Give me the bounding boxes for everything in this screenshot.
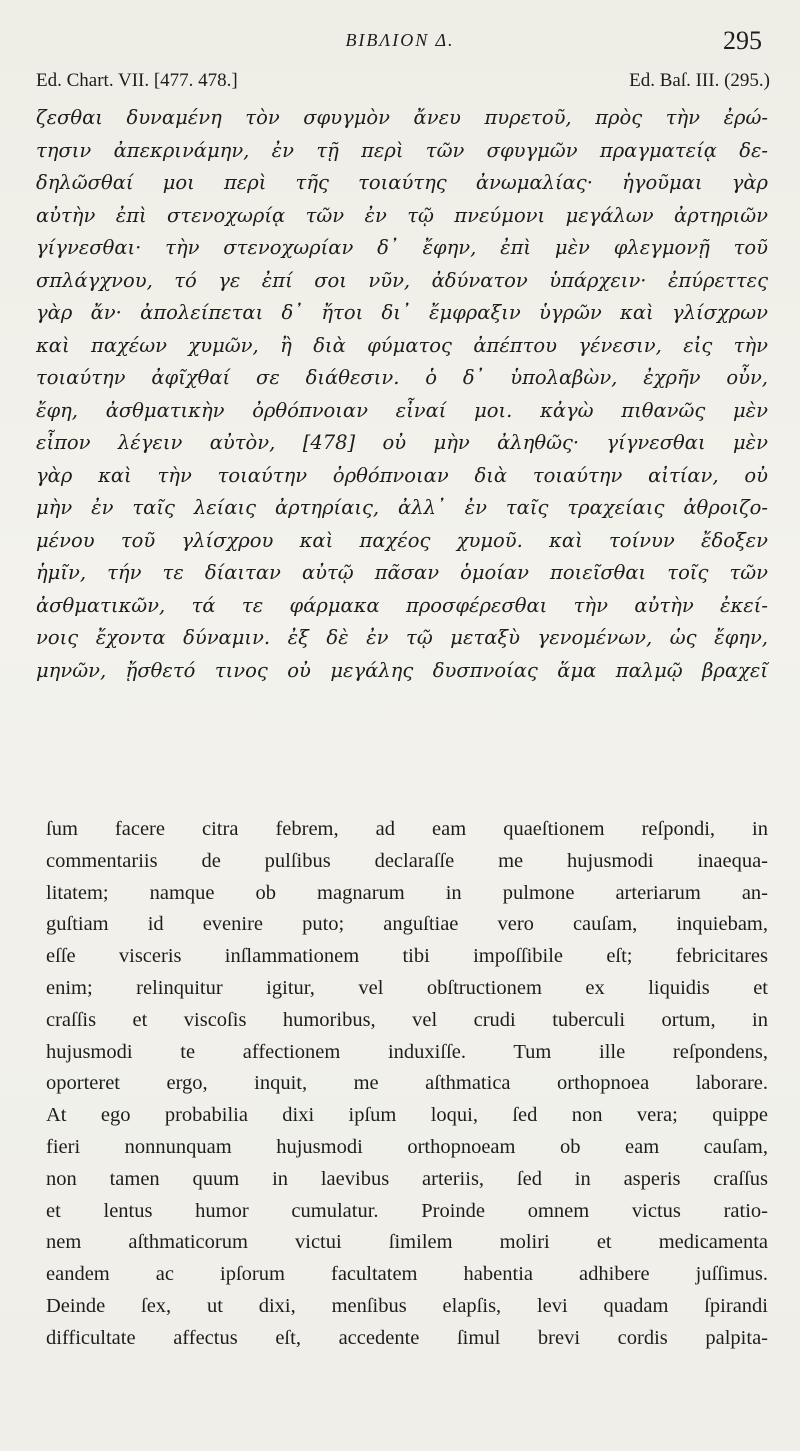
latin-line: fieri nonnunquam hujusmodi orthopnoeam ob eam cauſam, [46,1135,768,1158]
greek-line: ἔφη, ἀσθματικὴν ὀρθόπνοιαν εἶναί μοι. κἀγὼ πιθανῶς μὲν [36,398,768,422]
latin-line: oporteret ergo, inquit, me aſthmatica orthopnoea laborare. [46,1072,768,1095]
edition-reference-basel: Ed. Baſ. III. (295.) [629,70,770,91]
latin-text-block [46,814,768,1355]
greek-line: ἡμῖν, τήν τε δίαιταν αὐτῷ πᾶσαν ὁμοίαν ποιεῖσθαι τοῖς τῶν [36,561,768,584]
greek-line: γὰρ ἄν· ἀπολείπεται δ᾽ ἤτοι δι᾽ ἔμφραξιν ὑγρῶν καὶ γλίσχρων [36,301,768,324]
latin-line: craſſis et viscoſis humoribus, vel crudi tuberculi ortum, in [46,1008,768,1031]
greek-text-block [36,102,768,687]
latin-line: litatem; namque ob magnarum in pulmone arteriarum an- [46,881,768,904]
greek-line: τοιαύτην ἀφῖχθαί σε διάθεσιν. ὁ δ᾽ ὑπολαβὼν, ἐχρῆν οὖν, [36,366,768,389]
greek-line: ἀσθματικῶν, τά τε φάρμακα προσφέρεσθαι τὴν αὐτὴν ἐκεί- [36,593,768,617]
running-title: ΒΙΒΛΙΟΝ Δ. [345,30,455,50]
latin-line: enim; relinquitur igitur, vel obſtructionem ex liquidis et [46,976,768,999]
greek-line: δηλῶσθαί μοι περὶ τῆς τοιαύτης ἀνωμαλίας· ἡγοῦμαι γὰρ [36,171,768,194]
greek-line: τησιν ἀπεκρινάμην, ἐν τῇ περὶ τῶν σφυγμῶν πραγματείᾳ δε- [36,138,768,162]
latin-line: eandem ac ipſorum facultatem habentia adhibere juſſimus. [46,1263,768,1286]
latin-line: ſum facere citra febrem, ad eam quaeſtionem reſpondi, in [46,818,768,840]
latin-line: hujusmodi te affectionem induxiſſe. Tum ille reſpondens, [46,1040,768,1063]
latin-line: commentariis de pulſibus declaraſſe me hujusmodi inaequa- [46,849,768,872]
greek-line: καὶ παχέων χυμῶν, ἢ διὰ φύματος ἀπέπτου γένεσιν, εἰς τὴν [36,333,768,357]
latin-line: At ego probabilia dixi ipſum loqui, ſed non vera; quippe [46,1104,768,1127]
latin-line: guſtiam id evenire puto; anguſtiae vero cauſam, inquiebam, [46,913,768,936]
greek-line: μὴν ἐν ταῖς λείαις ἀρτηρίαις, ἀλλ᾽ ἐν ταῖς τραχείαις ἀθροιζο- [36,496,768,519]
latin-line: difficultate affectus eſt, accedente ſimul brevi cordis palpita- [46,1326,768,1349]
greek-line: εἶπον λέγειν αὐτὸν, [478] οὐ μὴν ἀληθῶς· γίγνεσθαι μὲν [36,431,768,454]
greek-line: αὐτὴν ἐπὶ στενοχωρίᾳ τῶν ἐν τῷ πνεύμονι μεγάλων ἀρτηριῶν [36,203,768,227]
page-number: 295 [723,26,762,55]
greek-line: νοις ἔχοντα δύναμιν. ἐξ δὲ ἐν τῷ μεταξὺ γενομένων, ὡς ἔφην, [36,626,768,649]
greek-line: μηνῶν, ᾔσθετό τινος οὐ μεγάλης δυσπνοίας ἅμα παλμῷ βραχεῖ [36,658,768,682]
greek-line: μένου τοῦ γλίσχρου καὶ παχέος χυμοῦ. καὶ τοίνυν ἔδοξεν [36,528,768,552]
latin-line: et lentus humor cumulatur. Proinde omnem victus ratio- [46,1199,768,1222]
latin-line: Deinde ſex, ut dixi, menſibus elapſis, levi quadam ſpirandi [46,1294,768,1317]
latin-line: nem aſthmaticorum victui ſimilem moliri et medicamenta [46,1231,768,1254]
latin-line: non tamen quum in laevibus arteriis, ſed in asperis craſſus [46,1167,768,1190]
latin-line: eſſe visceris inſlammationem tibi impoſſibile eſt; febricitares [46,945,768,968]
edition-reference-chart: Ed. Chart. VII. [477. 478.] [36,70,238,91]
greek-line: σπλάγχνου, τό γε ἐπί σοι νῦν, ἀδύνατον ὑπάρχειν· ἐπύρεττες [36,268,768,292]
greek-line: ζεσθαι δυναμένη τὸν σφυγμὸν ἄνευ πυρετοῦ, πρὸς τὴν ἐρώ- [36,106,768,129]
greek-line: γίγνεσθαι· τὴν στενοχωρίαν δ᾽ ἔφην, ἐπὶ μὲν φλεγμονῇ τοῦ [36,236,768,259]
greek-line: γὰρ καὶ τὴν τοιαύτην ὀρθόπνοιαν διὰ τοιαύτην αἰτίαν, οὐ [36,463,768,487]
